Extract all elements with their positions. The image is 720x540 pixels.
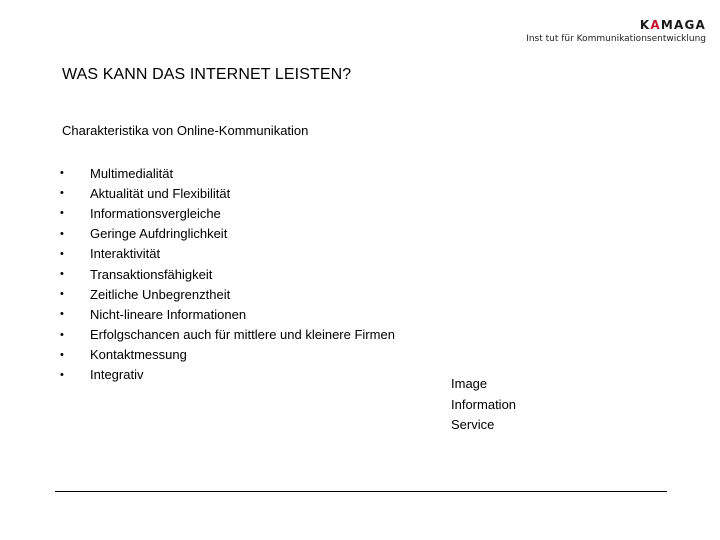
characteristics-list bbox=[58, 163, 395, 385]
footer-divider bbox=[55, 491, 667, 492]
logo-accent-letter: A bbox=[650, 18, 661, 32]
bullet-icon: • bbox=[60, 368, 64, 381]
list-item bbox=[58, 224, 395, 244]
list-item-label: Kontaktmessung bbox=[90, 347, 187, 363]
side-keyword-information: Information bbox=[451, 396, 517, 412]
slide-subtitle: Charakteristika von Online-Kommunikation bbox=[62, 123, 309, 138]
list-item bbox=[58, 325, 395, 345]
list-item bbox=[58, 244, 395, 264]
bullet-icon: • bbox=[60, 167, 64, 180]
list-item bbox=[58, 365, 395, 385]
list-item-label: Geringe Aufdringlichkeit bbox=[90, 226, 228, 242]
list-item bbox=[58, 203, 395, 223]
bullet-icon: • bbox=[60, 288, 64, 301]
list-item-label: Aktualität und Flexibilität bbox=[90, 185, 231, 201]
list-item-label: Erfolgschancen auch für mittlere und kleinere Firmen bbox=[90, 327, 395, 343]
side-keyword-image: Image bbox=[451, 376, 488, 391]
bullet-icon: • bbox=[60, 328, 64, 341]
bullet-icon: • bbox=[60, 227, 64, 240]
list-item bbox=[58, 163, 395, 183]
list-item-label: Interaktivität bbox=[90, 246, 161, 262]
bullet-icon: • bbox=[60, 187, 64, 200]
bullet-icon: • bbox=[60, 207, 64, 220]
list-item-label: Informationsvergleiche bbox=[90, 205, 221, 221]
list-item-label: Integrativ bbox=[90, 367, 144, 383]
kamaga-logo bbox=[526, 18, 706, 45]
list-item-label: Transaktionsfähigkeit bbox=[90, 266, 213, 282]
bullet-icon: • bbox=[60, 247, 64, 260]
side-keyword-service: Service bbox=[451, 417, 495, 432]
list-item bbox=[58, 345, 395, 365]
list-item bbox=[58, 284, 395, 304]
slide-title: WAS KANN DAS INTERNET LEISTEN? bbox=[62, 66, 352, 83]
bullet-icon: • bbox=[60, 308, 64, 321]
side-keyword-list bbox=[451, 374, 516, 436]
logo-tagline: Inst tut für Kommunikationsentwicklung bbox=[526, 34, 706, 44]
list-item bbox=[58, 183, 395, 203]
bullet-icon: • bbox=[60, 268, 64, 281]
list-item-label: Nicht-lineare Informationen bbox=[90, 306, 247, 322]
list-item bbox=[58, 304, 395, 324]
list-item-label: Multimedialität bbox=[90, 165, 174, 181]
bullet-icon: • bbox=[60, 348, 64, 361]
logo-wordmark: KAMAGA bbox=[639, 18, 706, 32]
list-item-label: Zeitliche Unbegrenztheit bbox=[90, 286, 231, 302]
list-item bbox=[58, 264, 395, 284]
